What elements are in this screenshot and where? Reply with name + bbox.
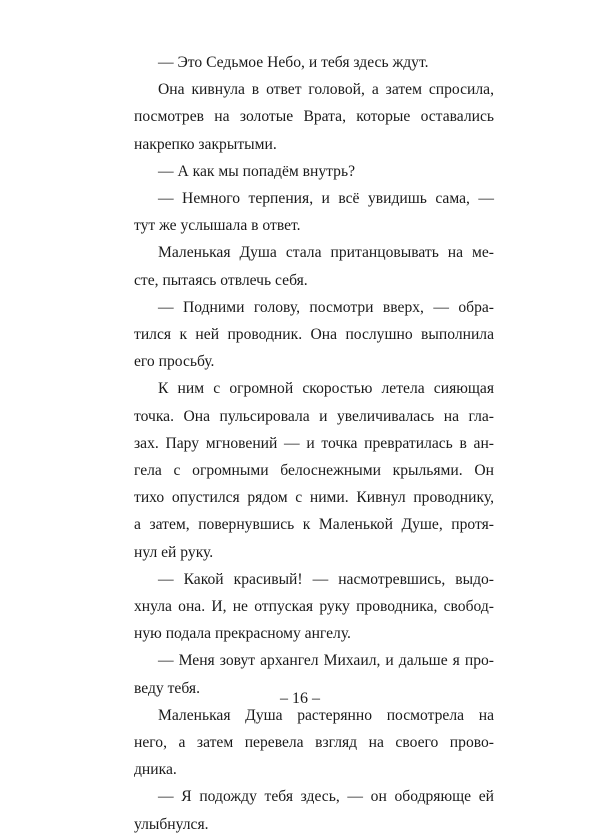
text-line: него, а затем перевела взгляд на своего прово-: [134, 734, 494, 752]
paragraph: [134, 375, 494, 565]
paragraph: [134, 76, 494, 158]
text-line: накрепко закрытыми.: [134, 135, 277, 153]
text-line: — Какой красивый! — насмотревшись, выдо-: [158, 570, 494, 588]
paragraph: [134, 239, 494, 293]
paragraph: [134, 185, 494, 239]
text-line: нул ей руку.: [134, 543, 214, 561]
text-line: зах. Пару мгновений — и точка превратилась в ан-: [134, 434, 494, 452]
text-line: гела с огромными белоснежными крыльями. Он: [134, 462, 494, 480]
text-line: — Меня зовут архангел Михаил, и дальше я про-: [158, 652, 494, 670]
body-text: [134, 49, 494, 838]
text-line: сте, пытаясь отвлечь себя.: [134, 271, 308, 289]
text-line: а затем, повернувшись к Маленькой Душе, протя-: [134, 516, 494, 534]
text-line: — Немного терпения, и всё увидишь сама, —: [158, 190, 494, 208]
paragraph: [134, 702, 494, 784]
paragraph: [134, 566, 494, 648]
text-line: тут же услышала в ответ.: [134, 217, 301, 235]
page-number: – 16 –: [280, 690, 320, 707]
text-line: — Подними голову, посмотри вверх, — обра-: [158, 298, 494, 316]
text-line: — А как мы попадём внутрь?: [158, 162, 356, 180]
paragraph: [134, 294, 494, 376]
text-line: посмотрев на золотые Врата, которые оставались: [134, 108, 494, 126]
text-line: — Я подожду тебя здесь, — он ободряюще ей: [158, 788, 494, 806]
text-line: тихо опустился рядом с ними. Кивнул проводнику,: [134, 489, 494, 507]
text-line: веду тебя.: [134, 679, 200, 697]
paragraph: [134, 49, 494, 76]
paragraph: [134, 783, 494, 837]
text-line: ную подала прекрасному ангелу.: [134, 625, 351, 643]
text-line: К ним с огромной скоростью летела сияющая: [158, 380, 494, 398]
text-line: Маленькая Душа стала пританцовывать на ме-: [158, 244, 494, 262]
text-line: дника.: [134, 761, 177, 779]
text-line: его просьбу.: [134, 353, 215, 371]
paragraph: [134, 158, 494, 185]
text-line: точка. Она пульсировала и увеличивалась на гла-: [134, 407, 494, 425]
text-line: хнула она. И, не отпуская руку проводника, свобод-: [134, 598, 494, 616]
text-line: тился к ней проводник. Она послушно выполнила: [134, 326, 494, 344]
text-line: Она кивнула в ответ головой, а затем спросила,: [158, 81, 494, 99]
text-line: — Это Седьмое Небо, и тебя здесь ждут.: [158, 54, 429, 71]
text-line: Маленькая Душа растерянно посмотрела на: [158, 706, 494, 724]
text-line: улыбнулся.: [134, 815, 209, 833]
